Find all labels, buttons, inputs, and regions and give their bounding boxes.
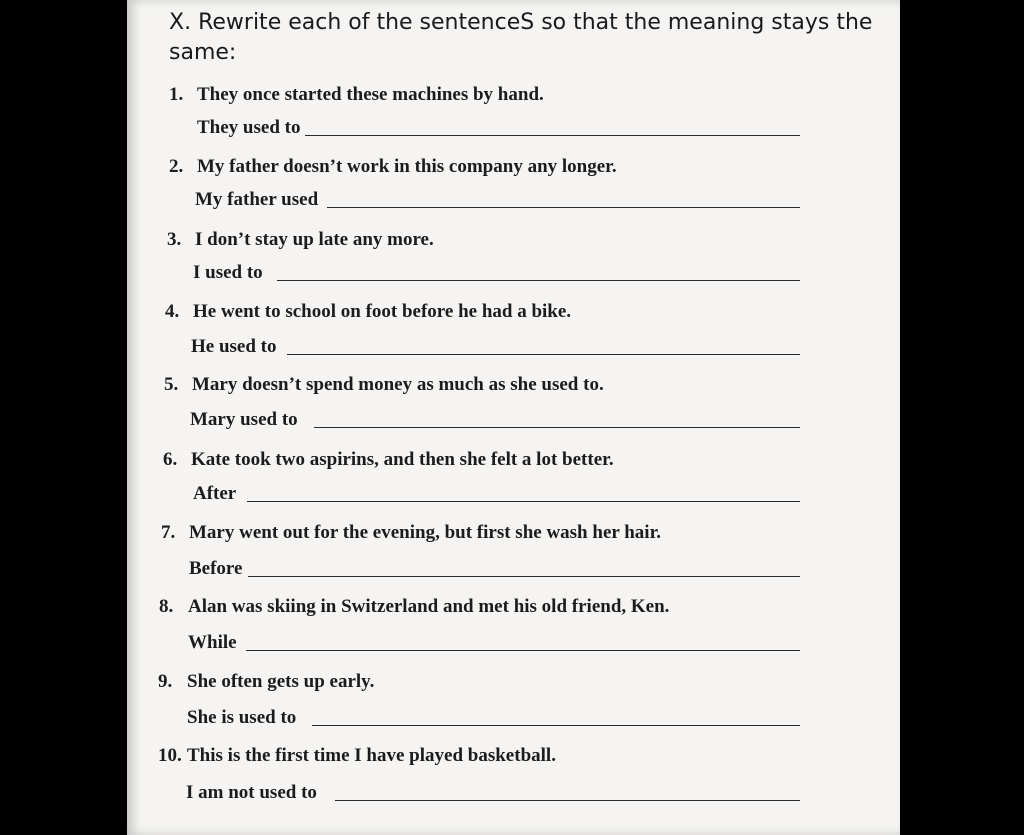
exercise-item-5	[164, 374, 604, 396]
answer-line[interactable]	[248, 576, 800, 577]
exercise-item-6	[163, 449, 614, 471]
exercise-item-9	[158, 671, 374, 693]
item-number: 1.	[169, 84, 184, 105]
answer-line[interactable]	[305, 135, 800, 136]
answer-line[interactable]	[246, 650, 800, 651]
answer-prompt: Mary used to	[190, 409, 298, 430]
answer-prompt: After	[193, 483, 237, 504]
exercise-item-7	[161, 522, 661, 544]
answer-prompt: My father used	[195, 189, 319, 210]
answer-prompt: I am not used to	[186, 782, 317, 803]
answer-prompt: I used to	[193, 262, 263, 283]
item-number: 6.	[163, 449, 178, 470]
item-sentence: My father doesn’t work in this company any longer.	[197, 156, 617, 177]
answer-prompt: While	[188, 632, 237, 653]
answer-prompt: She is used to	[187, 707, 297, 728]
exercise-instruction: Rewrite each of the sentenceS so that the meaning stays the same:	[169, 10, 873, 65]
item-number: 10.	[158, 745, 182, 766]
exercise-item-3	[167, 229, 434, 251]
exercise-item-2	[169, 156, 617, 178]
item-sentence: They once started these machines by hand.	[197, 84, 544, 105]
item-number: 9.	[158, 671, 173, 692]
exercise-label: X	[169, 10, 185, 35]
answer-prompt: They used to	[197, 117, 301, 138]
answer-line[interactable]	[314, 427, 800, 428]
answer-prompt: Before	[189, 558, 243, 579]
answer-line[interactable]	[247, 501, 800, 502]
item-sentence: Alan was skiing in Switzerland and met his old friend, Ken.	[188, 596, 670, 617]
exercise-item-8	[159, 596, 669, 618]
exercise-heading: X. Rewrite each of the sentenceS so that the meaning stays the same:	[169, 10, 873, 65]
item-sentence: Kate took two aspirins, and then she felt a lot better.	[191, 449, 614, 470]
answer-line[interactable]	[287, 354, 800, 355]
answer-line[interactable]	[312, 725, 800, 726]
item-number: 5.	[164, 374, 179, 395]
item-sentence: She often gets up early.	[187, 671, 375, 692]
item-number: 7.	[161, 522, 176, 543]
item-sentence: He went to school on foot before he had a bike.	[193, 301, 572, 322]
answer-prompt: He used to	[191, 336, 277, 357]
exercise-item-1	[169, 84, 544, 106]
answer-line[interactable]	[277, 280, 800, 281]
worksheet-page	[127, 0, 900, 835]
item-number: 2.	[169, 156, 184, 177]
item-sentence: Mary doesn’t spend money as much as she used to.	[192, 374, 604, 395]
exercise-item-4	[165, 301, 571, 323]
answer-line[interactable]	[335, 800, 800, 801]
exercise-item-10	[158, 745, 556, 767]
answer-line[interactable]	[327, 207, 800, 208]
item-number: 3.	[167, 229, 182, 250]
item-number: 8.	[159, 596, 174, 617]
item-sentence: This is the first time I have played basketball.	[187, 745, 556, 766]
item-sentence: I don’t stay up late any more.	[195, 229, 434, 250]
item-sentence: Mary went out for the evening, but first she wash her hair.	[189, 522, 662, 543]
item-number: 4.	[165, 301, 180, 322]
